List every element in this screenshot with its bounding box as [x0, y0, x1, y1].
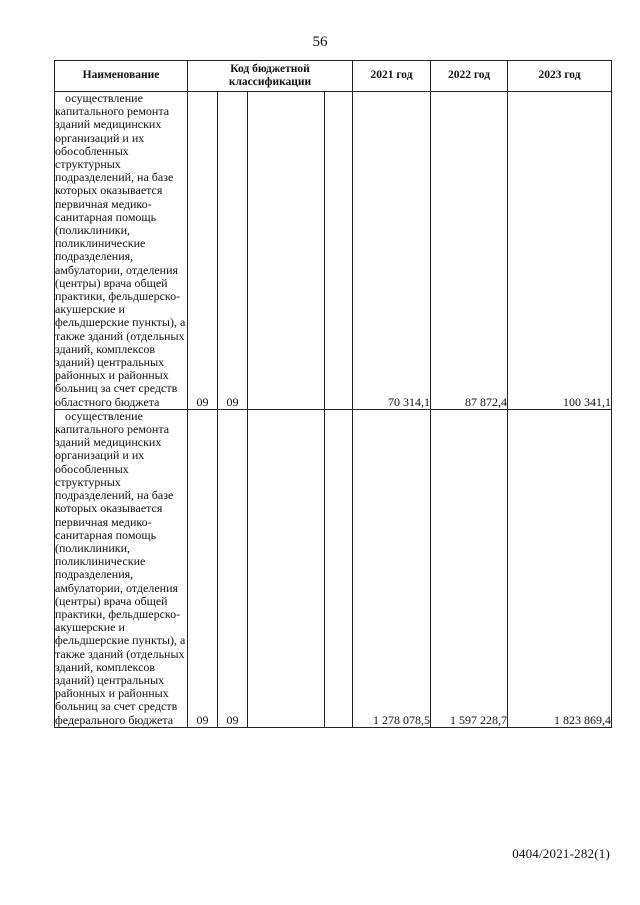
code-subsection: 09	[218, 409, 248, 727]
header-2021: 2021 год	[353, 61, 431, 92]
row-name: осуществление капитального ремонта зданий медицинских организаций и их обособленных структурных подразделений, на базе которых оказывается первичная медико-санитарная помощь (поликлиники, поликлинические подразделения, амбулатории, отделения (центры) врача общей практики, фельдшерско-акушерские и фельдшерские пункты), а также зданий (отдельных зданий, комплексов зданий) центральных районных и районных больниц за счет средств областного бюджета	[55, 91, 186, 409]
budget-table	[54, 60, 612, 728]
table-row	[55, 409, 612, 727]
page-number: 56	[312, 34, 328, 50]
amount-2023: 1 823 869,4	[508, 409, 612, 727]
amount-2022: 87 872,4	[431, 92, 508, 410]
document-number: 0404/2021-282(1)	[512, 846, 610, 861]
header-2022: 2022 год	[431, 61, 508, 92]
amount-2021: 1 278 078,5	[353, 409, 431, 727]
table-row	[55, 92, 612, 410]
row-name: осуществление капитального ремонта зданий медицинских организаций и их обособленных структурных подразделений, на базе которых оказывается первичная медико-санитарная помощь (поликлиники, поликлинические подразделения, амбулатории, отделения (центры) врача общей практики, фельдшерско-акушерские и фельдшерские пункты), а также зданий (отдельных зданий, комплексов зданий) центральных районных и районных больниц за счет средств федерального бюджета	[55, 408, 186, 727]
row-name-cell	[55, 409, 188, 727]
row-name-cell	[55, 92, 188, 410]
amount-2023: 100 341,1	[508, 92, 612, 410]
header-2023: 2023 год	[508, 61, 612, 92]
table-header-row	[55, 61, 612, 92]
code-expense-type	[325, 92, 353, 410]
code-section: 09	[188, 92, 218, 410]
header-name: Наименование	[55, 61, 188, 92]
header-code: Код бюджетной классификации	[188, 61, 353, 92]
code-target-article	[248, 92, 325, 410]
amount-2021: 70 314,1	[353, 92, 431, 410]
code-section: 09	[188, 409, 218, 727]
code-expense-type	[325, 409, 353, 727]
amount-2022: 1 597 228,7	[431, 409, 508, 727]
code-target-article	[248, 409, 325, 727]
code-subsection: 09	[218, 92, 248, 410]
